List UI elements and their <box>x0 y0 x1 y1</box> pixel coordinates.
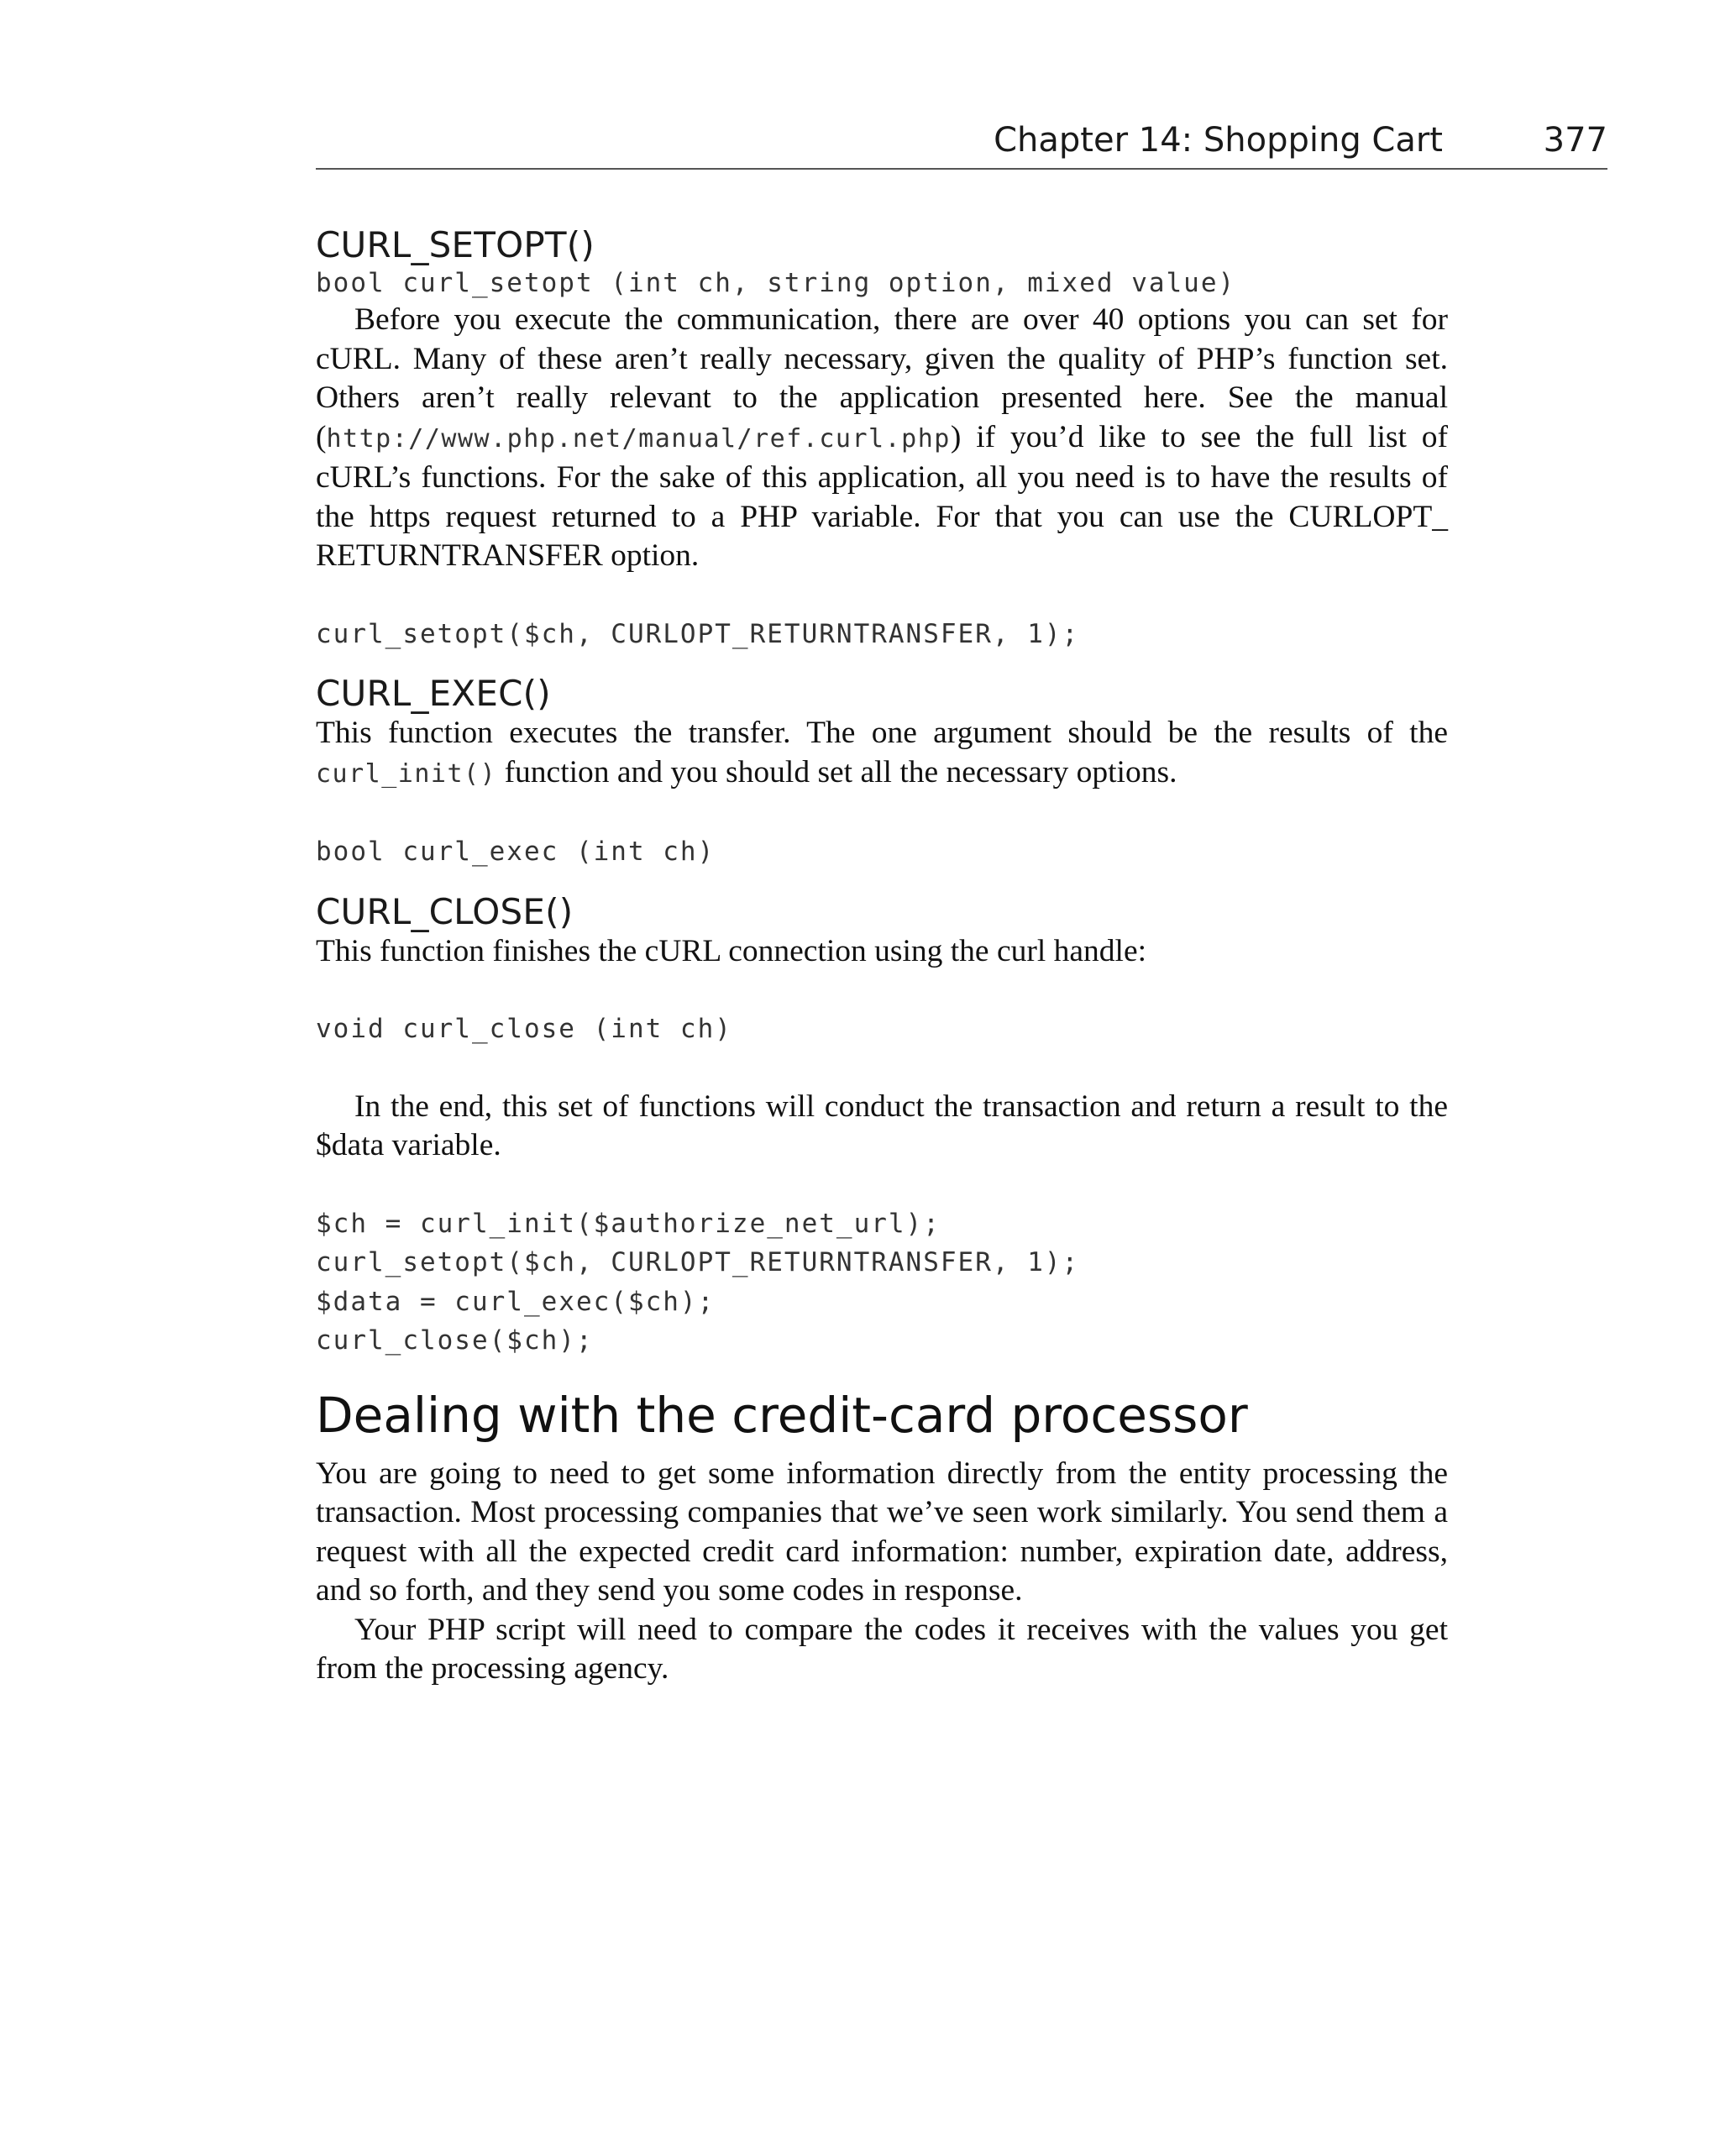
page-number: 377 <box>1543 121 1607 160</box>
chapter-title: Chapter 14: Shopping Cart <box>994 121 1443 160</box>
curl-setopt-text-b: ) if you’d like to see the full list of cURL’s functions. For the sake of this application, all you need is to have the results of the https request returned to a PHP variable. For that you can use the CURLOPT_ RETURNTRANSFER option. <box>316 419 1448 573</box>
code-line: curl_setopt($ch, CURLOPT_RETURNTRANSFER, 1); <box>316 1247 1080 1277</box>
curl-setopt-code: curl_setopt($ch, CURLOPT_RETURNTRANSFER, 1); <box>316 618 1080 649</box>
page-content <box>316 225 1448 1689</box>
curl-close-heading: CURL_CLOSE() <box>316 890 574 932</box>
curl-summary-paragraph: In the end, this set of functions will conduct the transaction and return a result to the $data variable. <box>316 1088 1448 1162</box>
curl-exec-signature: bool curl_exec (int ch) <box>316 837 716 867</box>
section-paragraph-1: You are going to need to get some information directly from the entity processing the transaction. Most processing companies that we’ve seen work similarly. You send them a request with all the expected credit card information: number, expiration date, address, and so forth, and they send you some codes in response. <box>316 1456 1448 1608</box>
curl-setopt-text-a: Before you execute the communication, there are over 40 options you can set for cURL. Many of these aren’t really necessary, given the quality of PHP’s function set. Others aren’t really relevant to the application presented here. See the manual ( <box>316 302 1448 454</box>
curl-close-paragraph: This function finishes the cURL connection using the curl handle: <box>316 933 1147 968</box>
curl-setopt-heading: CURL_SETOPT() <box>316 224 595 265</box>
running-header <box>316 118 1607 170</box>
code-block <box>316 1204 1448 1361</box>
code-line: $data = curl_exec($ch); <box>316 1286 716 1317</box>
section-paragraph-2: Your PHP script will need to compare the codes it receives with the values you get from the processing agency. <box>316 1612 1448 1686</box>
curl-exec-text-b: function and you should set all the necessary options. <box>496 754 1177 789</box>
code-line: $ch = curl_init($authorize_net_url); <box>316 1208 941 1239</box>
curl-init-inline-code: curl_init() <box>316 758 497 789</box>
code-line: curl_close($ch); <box>316 1325 594 1356</box>
curl-close-signature: void curl_close (int ch) <box>316 1014 732 1044</box>
curl-exec-text-a: This function executes the transfer. The one argument should be the results of the <box>316 716 1448 750</box>
curl-exec-paragraph <box>316 714 1448 794</box>
manual-url: http://www.php.net/manual/ref.curl.php <box>326 423 951 454</box>
curl-setopt-signature: bool curl_setopt (int ch, string option, mixed value) <box>316 268 1236 298</box>
curl-setopt-paragraph <box>316 301 1448 576</box>
curl-exec-heading: CURL_EXEC() <box>316 673 551 714</box>
section-heading: Dealing with the credit-card processor <box>316 1386 1248 1444</box>
